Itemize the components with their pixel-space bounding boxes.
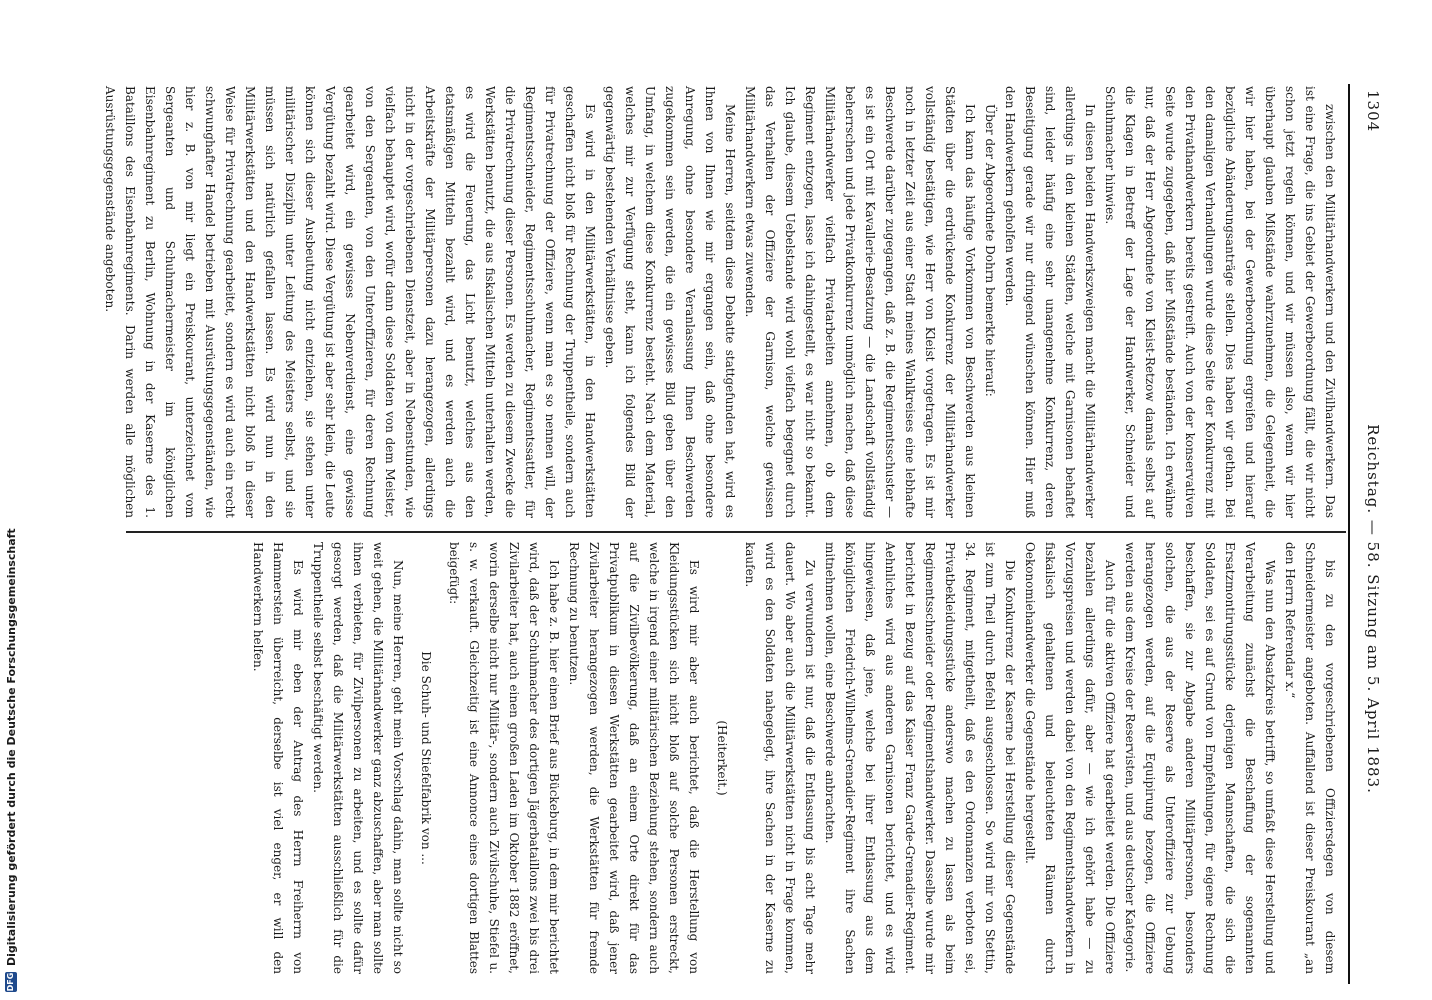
column-divider	[126, 531, 1346, 533]
paragraph: In diesen beiden Handwerkszweigen macht die Militärhandwerker allerdings in den kleinen Städten, welche mit Garnisonen behaftet sind, leider häufig eine sehr unangenehme Konkurrenz, deren Beseitigung gerade wir nur dringend wünschen können. Hier muß den Handwerkern geholfen werden.	[1003, 86, 1097, 518]
paragraph: Es wird mir aber auch berichtet, daß die Herstellung von Kleidungsstücken sich nicht bloß auf solche Personen erstreckt, welche in irgend einer militärischen Beziehung stehen, sondern auch auf die Zivilbevölkerung, daß an einem Orte direkt für das Privatpublikum in diesen Werkstätten gearbeitet wird, daß jener Zivilarbeiter herangezogen werden, die Werkstätten für fremde Rechnung zu benutzen.	[567, 542, 701, 974]
centered-note: (Heiterkeit.)	[715, 720, 729, 796]
paragraph: Auch für die aktiven Offiziere hat gearbeitet werden. Die Offiziere bezahlen allerdings dafür, aber — wie ich gehört habe — zu Vorzugspreisen und werden dabei von den Regimentshandwerkern in fiskalisch gehaltenen und beleuchteten Räumen durch Oekonomiehandwerker die Gegenstände hergestellt.	[1023, 542, 1117, 974]
header-rule	[1348, 84, 1350, 984]
paragraph: Ich kann das häufige Vorkommen von Beschwerden aus kleinen Städten über die erdrückende Konkurrenz der Militärhandwerker vollständig bestätigen, wie Herr von Kleist vorgetragen. Es ist mir noch in letzter Zeit aus einer Stadt meines Wahlkreises eine lebhafte Beschwerde darüber zugegangen, daß z. B. die Regimentsschuster — es ist ein Ort mit Kavallerie-Besatzung — die Landschaft vollständig beherrschen und jede Privatkonkurrenz unmöglich machen, daß diese Militärhandwerker vielfach Privatarbeiten annehmen, ob dem Regiment entzogen, lasse ich dahingestellt, es war nicht so bekannt. Ich glaube, diesem Uebelstande wird wohl vielfach begegnet durch das Verhalten der Offiziere der Garnison, welche gewissen Militärhandwerkern etwas zuwenden.	[743, 86, 977, 518]
page-number: 1304	[1364, 90, 1382, 133]
paragraph: bis zu den vorgeschriebenen Offiziersdegen von diesem Schneidermeister angeboten. Auffallend ist dieser Preiskourant „an den Herrn Referendar x.“	[1283, 542, 1337, 974]
digitization-credit-text: Digitalisierung gefördert durch die Deutsche Forschungsgemeinschaft	[4, 528, 18, 966]
page-header	[1356, 84, 1382, 984]
paragraph: Zu verwundern ist nur, daß die Entlassung bis acht Tage mehr dauert. Wo aber auch die Militärwerkstätten nicht in Frage kommen, wird es den Soldaten nahegelegt, ihre Sachen in der Kaserne zu kaufen.	[743, 542, 817, 974]
paragraph: zwischen den Militärhandwerkern und den Zivilhandwerkern. Das ist eine Frage, die ins Gebiet der Gewerbeordnung fällt, die wir nicht schon jetzt regeln können, und wir müssen also, wenn wir hier überhaupt glauben Mißstände wahrzunehmen, die Gelegenheit, die wir hier haben, bei der Gewerbeordnung ergreifen und hierauf bezügliche Abänderungsanträge stellen. Dies haben wir gethan. Bei den damaligen Verhandlungen wurde diese Seite der Konkurrenz mit den Privathandwerkern bereits gestreift. Auch von der konservativen Seite wurde zugegeben, daß hier Mißstände beständen. Ich erwähne nur, daß der Herr Abgeordnete von Kleist-Retzow damals selbst auf die Klagen in Betreff der Lage der Handwerker, Schneider und Schuhmacher hinwies.	[1103, 86, 1337, 518]
digitization-credit	[0, 0, 22, 1000]
paragraph: Es wird mir eben der Antrag des Herrn Freiherrn von Hammerstein überreicht, derselbe ist viel enger, er will den Handwerkern helfen.	[251, 542, 305, 974]
paragraph: Was nun den Absatzkreis betrifft, so umfaßt diese Herstellung und Verarbeitung zunächst die Beschaffung der sogenannten Ersatzmontirungsstücke derjenigen Mannschaften, die sich die Soldaten, sei es auf Grund von Empfehlungen, für eigene Rechnung beschaffen, sie zur Abgabe anderen Militärpersonen, besonders solchen, die aus der Reserve als Unteroffiziere zur Uebung herangezogen werden, auf die Equipirung bezogen, die Offiziere werden aus dem Kreise der Reservisten, und aus deutscher Kategorie.	[1123, 542, 1277, 974]
centered-note: Die Schuh- und Stiefelfabrik von ...	[419, 651, 433, 865]
paragraph: Ich habe z. B. hier einen Brief aus Bückeburg, in dem mir berichtet wird, daß der Schuhmacher des dortigen Jägerbataillons zwei bis drei Zivilarbeiter hat, auch einen großen Laden im Oktober 1882 eröffnet, worin derselbe nicht nur Militär-, sondern auch Zivilschuhe, Stiefel u. s. w. verkauft. Gleichzeitig ist eine Annonce eines dortigen Blattes beigefügt:	[447, 542, 561, 974]
paragraph: Nun, meine Herren, geht mein Vorschlag dahin, man sollte nicht so weit gehen, die Militärhandwerker ganz abzuschaffen, aber man sollte ihnen verbieten, für Zivilpersonen zu arbeiten, und es sollte dafür gesorgt werden, daß die Militärwerkstätten ausschließlich für die Truppentheile selbst beschäftigt werden.	[311, 542, 405, 974]
right-column	[120, 542, 1340, 974]
dfg-logo: DFG	[6, 972, 15, 992]
paragraph: Die Konkurrenz der Kaserne bei Herstellung dieser Gegenstände ist zum Theil durch Befehl ausgeschlossen. So wird mir von Stettin, 34. Regiment, mitgetheilt, daß es den Ordonnanzen verboten sei, Privatbekleidungsstücke anderswo machen zu lassen als beim Regimentsschneider oder Regimentshandwerker. Dasselbe wurde mir berichtet in Bezug auf das Kaiser Franz Garde-Grenadier-Regiment. Aehnliches wird aus anderen Garnisonen berichtet, und es wird hingewiesen, daß jene, welche bei ihrer Entlassung aus dem königlichen Friedrich-Wilhelms-Grenadier-Regiment ihre Sachen mitnehmen wollen, eine Beschwerde anbrachten.	[823, 542, 1017, 974]
running-title: Reichstag. — 58. Sitzung am 5. April 1883.	[1364, 424, 1382, 794]
rotated-page-content	[103, 84, 1390, 984]
paragraph: Meine Herren, seitdem diese Debatte stattgefunden hat, wird es Ihnen von Ihnen wie mir ergangen sein, daß ohne besondere Anregung, ohne besondere Veranlassung Ihnen Beschwerden zugekommen sein werden, die ein gewisses Bild geben über den Umfang, in welchem diese Konkurrenz besteht. Nach dem Material, welches mir zur Verfügung steht, kann ich folgendes Bild der gegenwärtig bestehenden Verhältnisse geben.	[603, 86, 737, 518]
paragraph: Es wird in den Militärwerkstätten, in den Handwerkstätten geschaffen nicht bloß für Rechnung der Truppentheile, sondern auch für Privatrechnung der Offiziere, wenn man es so nennen will, der Regimentsschneider, Regimentsschuhmacher, Regimentssattler, für die Privatrechnung dieser Personen. Es werden zu diesem Zwecke die Werkstätten benutzt, die aus fiskalischen Mitteln unterhalten werden, es wird die Feuerung, das Licht benutzt, welches aus den etatsmäßigen Mitteln bezahlt wird, und es werden auch die Arbeitskräfte der Militärpersonen dazu herangezogen, allerdings nicht in der vorgeschriebenen Dienstzeit, aber in Nebenstunden, wie vielfach behauptet wird, wofür dann diese Soldaten von dem Meister, von den Sergeanten, von den Unteroffizieren, für deren Rechnung gearbeitet wird, ein gewisses Nebenverdienst, eine gewisse Vergütung bezahlt wird. Diese Vergütung ist aber sehr klein, die Leute können sich dieser Ausbeutung nicht entziehen, sie stehen unter militärischer Disziplin unter Leitung des Meisters selbst, und sie müssen sich natürlich gefallen lassen. Es wird nun in den Militärwerkstätten und den Handwerkstätten nicht bloß in dieser Weise für Privatrechnung gearbeitet, sondern es wird auch ein recht schwunghafter Handel betrieben mit Ausrüstungsgegenständen, wie hier z. B. von mir liegt ein Preiskourant, unterzeichnet vom Sergeanten und Schuhmachermeister im königlichen Eisenbahnregiment zu Berlin, Wohnung in der Kaserne des 1. Bataillons des Eisenbahnregiments. Darin werden alle möglichen Ausrüstungsgegenstände angeboten.	[103, 86, 597, 518]
left-column	[103, 86, 1340, 518]
paragraph: Über der Abgeordnete Dohrn bemerkte hierauf:	[983, 104, 997, 397]
